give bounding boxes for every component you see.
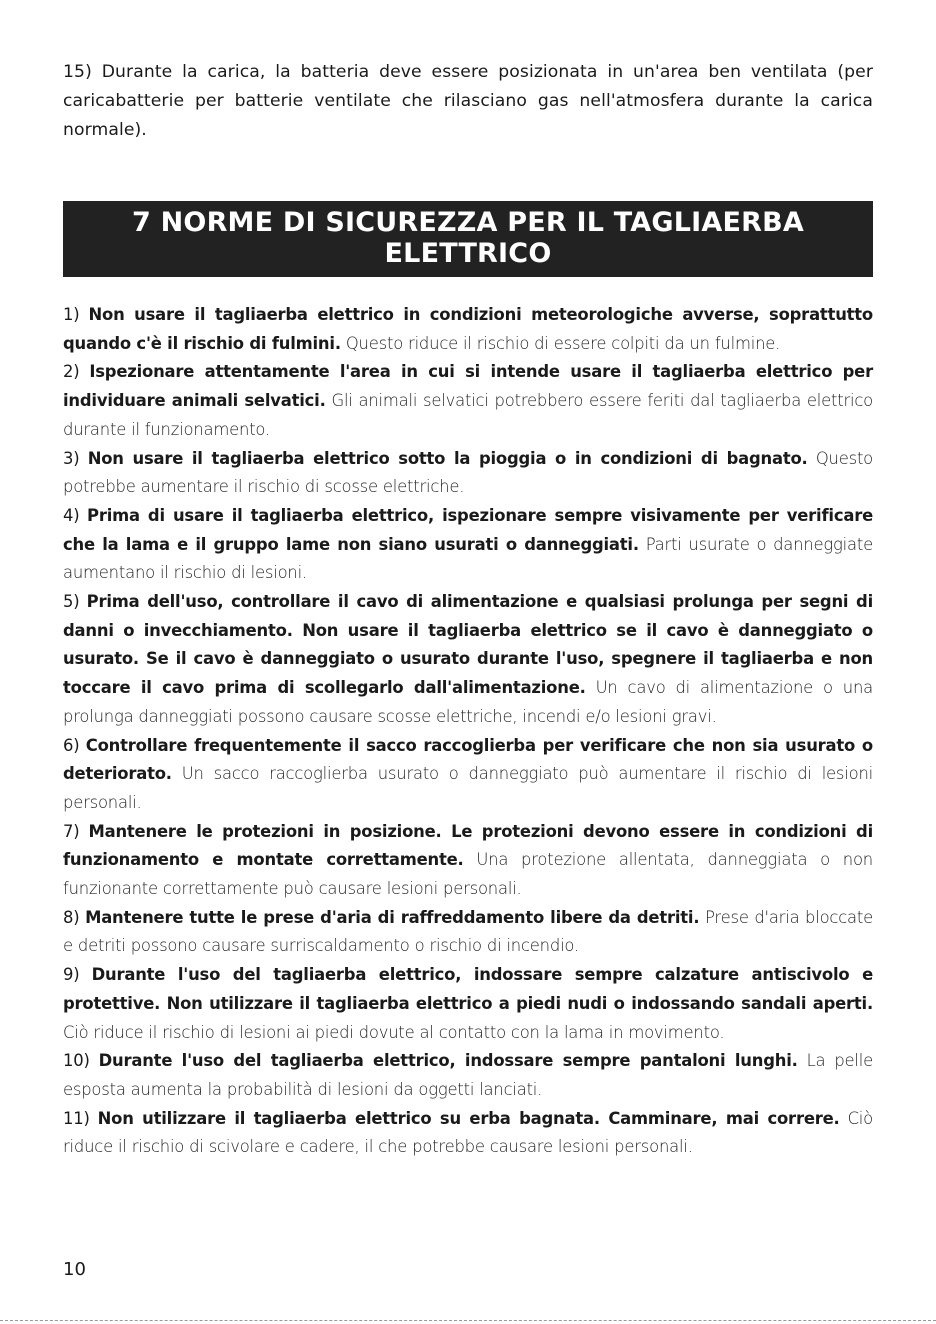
section-title-line-2: ELETTRICO <box>384 238 552 269</box>
rule-item <box>63 445 873 502</box>
section-header <box>63 201 873 277</box>
rule-heading: Prima di usare il tagliaerba elettrico, ispezionare sempre visivamente per verificare che la lama e il gruppo lame non siano usurati o danneggiati. <box>63 505 873 554</box>
rule-item <box>63 1047 873 1104</box>
rule-item <box>63 358 873 444</box>
rule-heading: Non usare il tagliaerba elettrico in condizioni meteorologiche avverse, soprattutto quando c'è il rischio di fulmini. <box>63 305 873 353</box>
rule-heading: Non utilizzare il tagliaerba elettrico su erba bagnata. Camminare, mai correre. <box>97 1108 840 1128</box>
rule-item <box>63 588 873 732</box>
rule-number: 11) <box>63 1108 90 1128</box>
rule-text: Ciò riduce il rischio di scivolare e cadere, il che potrebbe causare lesioni personali. <box>63 1108 873 1157</box>
rule-item <box>63 818 873 904</box>
rule-number: 6) <box>63 735 80 755</box>
rule-number: 4) <box>63 505 80 525</box>
bottom-divider <box>0 1320 936 1321</box>
rule-text: Questo potrebbe aumentare il rischio di scosse elettriche. <box>63 448 874 497</box>
rule-text: Una protezione allentata, danneggiata o non funzionante correttamente può causare lesioni personali. <box>63 850 873 899</box>
rule-text: Prese d'aria bloccate e detriti possono causare surriscaldamento o rischio di incendio. <box>63 907 874 956</box>
rule-text: Un sacco raccoglierba usurato o danneggiato può aumentare il rischio di lesioni personali. <box>63 764 873 812</box>
rule-text: Parti usurate o danneggiate aumentano il rischio di lesioni. <box>63 534 873 583</box>
rule-number: 8) <box>63 907 80 927</box>
rule-heading: Durante l'uso del tagliaerba elettrico, indossare sempre pantaloni lunghi. <box>98 1051 798 1071</box>
rule-heading: Mantenere le protezioni in posizione. Le protezioni devono essere in condizioni di funzionamento e montate correttamente. <box>63 821 874 870</box>
intro-paragraph: 15) Durante la carica, la batteria deve essere posizionata in un'area ben ventilata (per caricabatterie per batterie ventilate che rilasciano gas nell'atmosfera durante la carica normale). <box>63 62 873 140</box>
section-title-line-1: 7 NORME DI SICUREZZA PER IL TAGLIAERBA <box>132 207 804 238</box>
rule-number: 3) <box>63 448 80 468</box>
rule-heading: Non usare il tagliaerba elettrico sotto la pioggia o in condizioni di bagnato. <box>87 448 808 468</box>
rule-heading: Mantenere tutte le prese d'aria di raffreddamento libere da detriti. <box>85 907 700 927</box>
rule-text: Ciò riduce il rischio di lesioni ai piedi dovute al contatto con la lama in movimento. <box>63 1022 725 1042</box>
rule-heading: Controllare frequentemente il sacco raccoglierba per verificare che non sia usurato o deteriorato. <box>63 735 873 784</box>
rule-item <box>63 1105 873 1162</box>
rule-text: Questo riduce il rischio di essere colpiti da un fulmine. <box>345 333 781 353</box>
rule-number: 7) <box>63 821 80 841</box>
rule-text: Gli animali selvatici potrebbero essere feriti dal tagliaerba elettrico durante il funzionamento. <box>63 391 873 439</box>
rule-heading: Durante l'uso del tagliaerba elettrico, indossare sempre calzature antiscivolo e protettive. Non utilizzare il tagliaerba elettrico a piedi nudi o indossando sandali aperti. <box>63 965 873 1013</box>
rule-heading: Prima dell'uso, controllare il cavo di alimentazione e qualsiasi prolunga per segni di danni o invecchiamento. Non usare il tagliaerba elettrico se il cavo è danneggiato o usurato. Se il cavo è danneggiato o usurato durante l'uso, spegnere il tagliaerba e non toccare il cavo prima di scollegarlo dall'alimentazione. <box>63 592 873 698</box>
rule-number: 5) <box>63 592 80 612</box>
rule-item <box>63 961 873 1047</box>
rule-number: 1) <box>63 305 80 324</box>
rule-heading: Ispezionare attentamente l'area in cui si intende usare il tagliaerba elettrico per individuare animali selvatici. <box>63 362 873 411</box>
page-number: 10 <box>63 1259 86 1280</box>
rule-number: 9) <box>63 965 80 985</box>
rule-item <box>63 301 873 358</box>
rule-item <box>63 502 873 588</box>
rule-number: 2) <box>63 362 80 382</box>
rule-number: 10) <box>63 1051 90 1071</box>
document-page <box>63 58 873 1162</box>
rule-item <box>63 904 873 961</box>
rule-text: La pelle esposta aumenta la probabilità di lesioni da oggetti lanciati. <box>63 1051 873 1099</box>
safety-rules-list <box>63 301 873 1162</box>
rule-item <box>63 732 873 818</box>
rule-text: Un cavo di alimentazione o una prolunga danneggiati possono causare scosse elettriche, incendi e/o lesioni gravi. <box>63 678 873 726</box>
